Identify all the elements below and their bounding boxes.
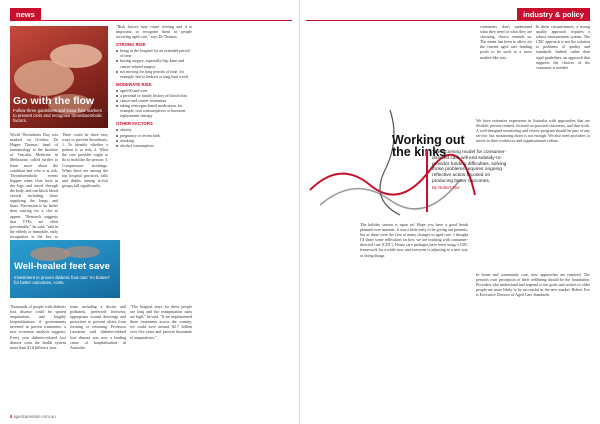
- list-item: being in the hospital for an extended period of time: [116, 48, 192, 58]
- feature2-column-3: "The hospital stays for these people are long and the reamputation rates are high," he said. "If we implemented these treatments across the country, we could save around $2.7 billion over five years and prevent thousands of amputations.": [130, 304, 192, 340]
- list-item: pregnancy or recent birth: [116, 133, 192, 138]
- section-tag-industry-policy: industry & policy: [517, 8, 590, 21]
- list-item: obesity: [116, 127, 192, 132]
- article-column-1: The holiday season is upon us! Hope you have a good break planned over summer. It was a little early to be giving out presents, but as these were the first of many changes in aged care, I thought I'd share some reflections on how we are tracking with consumer-directed care (CDC). Home care packages have been using a CDC framework for a while now and everyone is adjusting to a new way of doing things.: [360, 222, 468, 258]
- list-item: aged 60 and over: [116, 88, 192, 93]
- site-name: agedcareinsite.com.au: [13, 414, 56, 419]
- list-item: having surgery, especially hip, knee and cancer-related surgery: [116, 58, 192, 68]
- feature1-column-3: [116, 24, 192, 234]
- list-item: a personal or family history of blood clots: [116, 93, 192, 98]
- section-tag-news: news: [10, 8, 41, 21]
- article-column-3: In home and community care, new approaches are required. The person's own perception of their wellbeing should be the foundation. Providers who understand and respond to the goals and wishes of older people are more likely to be successful in the new market. Robert Fox is Executive Director of Aged Care Standards.: [476, 272, 590, 298]
- article-column-2: We have extensive experience in Australia with approaches that are flexible, person-centred, focused on practical outcomes, and that work. A well-designed monitoring and review program should be part of any service, but monitoring alone is not enough. We also need providers to invest in their workforce and organisational culture.: [476, 118, 590, 144]
- feature2-column-2: team including a doctor and podiatrist, preferred footwear, appropriate wound dressings and protection to prevent ulcers from forming or returning. Professor Lazzarini said diabetes-related foot disease was now a leading cause of hospitalisation in Australia.: [70, 304, 126, 350]
- intro-column-1: consumers don't understand what they need or what they are choosing, choice reminds us. The intent has been to allow for the current aged care funding pools to be used in a more market-like way.: [480, 24, 532, 60]
- list-item: taking oestrogen-based medication, for example, oral contraceptives or hormone replacement therapy: [116, 103, 192, 118]
- feature-image-hands: [10, 26, 108, 128]
- other-factors-heading: OTHER FACTORS: [116, 121, 153, 127]
- feature-standfirst: The incoming model for consumer-directed care will end subsidy-to-provider funding difficulties, solving those problems requires ongoing reflective action focused on producing better outcomes.: [432, 150, 507, 184]
- right-header: [306, 8, 590, 21]
- feature-title-working-out-the-kinks: Working out the kinks: [392, 133, 465, 159]
- feature-title-go-with-the-flow: Go with the flow: [13, 95, 95, 107]
- feature-title-well-healed-feet: Well-healed feet save: [14, 261, 110, 272]
- left-header: [10, 8, 292, 21]
- feature-image-feet: [10, 240, 120, 298]
- feature1-column-2: There could be three easy ways to prevent thrombosis: 1. To identify whether a patient is at risk; 2. What the care provider ought to do to mobilise the person; 3. Compression stockings. When these are among the top hospital practices, falls and deaths among at-risk groups fall significantly.: [62, 132, 108, 188]
- list-item: not moving for long periods of time, for example, due to bedrest or long haul travel: [116, 69, 192, 79]
- feature-standfirst: Follow three guidelines and know flow markers to prevent clots and recognise thromboembolic factors.: [13, 108, 103, 124]
- strong-risk-heading: STRONG RISK: [116, 42, 146, 48]
- feature1-column-1: World Thrombosis Day was marked on October. Dr Hagen Thomas, head of haematology at the Institute of Vascular Medicine in Melbourne, called further to learn more about the condition and who is at risk. Thromboembolic events happen when clots form in the legs and travel through the body, and can block blood vessels including those supplying the lungs and heart. Prevention is far better than waiting for a clot to appear. "Research suggests that VTEs are often preventable," he said, "and in the elderly or immobile, early recognition is the key to: [10, 132, 58, 239]
- intro-column-2: In these circumstances, a strong quality approach requires a robust measurement system. The CDC approach is not the solution to problems of quality and standards. Indeed, rather than rigid guidelines, an approach that supports the choices of the consumer is needed.: [536, 24, 590, 70]
- list-item: smoking: [116, 138, 192, 143]
- list-item: cancer and cancer treatments: [116, 98, 192, 103]
- header-rule: [10, 20, 292, 21]
- moderate-risk-heading: MODERATE RISK: [116, 81, 152, 87]
- col3-intro: "Risk factors may cause clotting and it is important to recognise them in people receiving aged care," says Dr Thomas.: [116, 24, 192, 40]
- feature2-standfirst: Investment in proven diabetic foot care 'no brainer' for better outcomes, costs.: [14, 275, 110, 286]
- author-byline: By Robert Fox: [432, 184, 460, 190]
- list-item: alcohol consumption: [116, 143, 192, 148]
- page-footer-left: [10, 414, 56, 419]
- right-page: [300, 0, 600, 424]
- page-number: 8: [10, 414, 13, 419]
- feature2-column-1: Thousands of people with diabetic foot disease could be spared amputations and lengthy hospitalisations if governments invested in proven treatments, a new economic analysis suggests. Every year diabetes-related foot disease costs the health system more than $1.6 billion a year.: [10, 304, 66, 350]
